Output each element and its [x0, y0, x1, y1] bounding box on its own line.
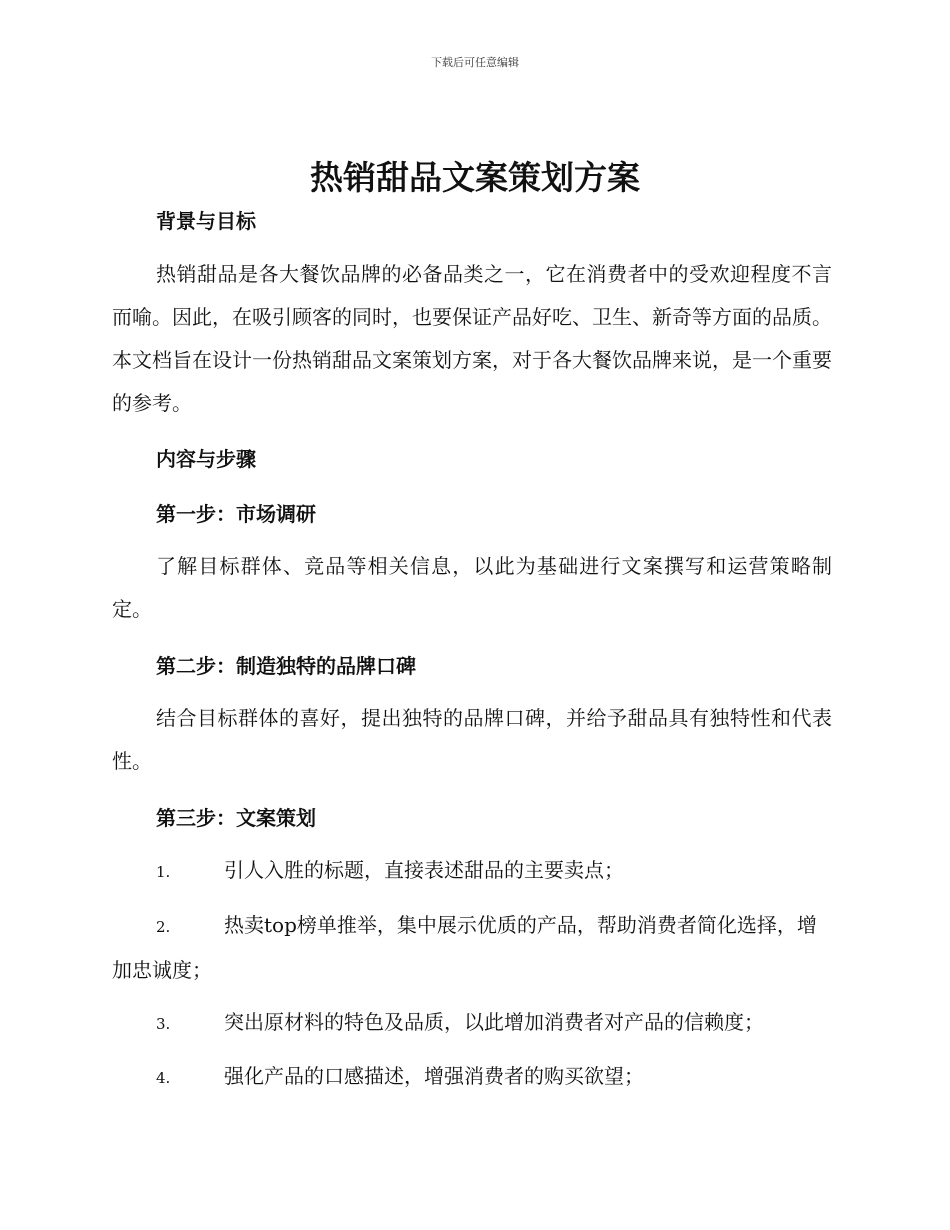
- paragraph-step2: 结合目标群体的喜好，提出独特的品牌口碑，并给予甜品具有独特性和代表性。: [112, 706, 832, 773]
- section-heading-background: 背景与目标: [156, 209, 256, 233]
- list-text: 强化产品的口感描述，增强消费者的购买欲望；: [224, 1064, 644, 1088]
- document-title: 热销甜品文案策划方案: [310, 158, 640, 197]
- list-text: 引人入胜的标题，直接表述甜品的主要卖点；: [224, 858, 624, 882]
- list-item: [112, 1055, 832, 1100]
- list-number: 3.: [156, 1015, 171, 1033]
- paragraph-background: 热销甜品是各大餐饮品牌的必备品类之一，它在消费者中的受欢迎程度不言而喻。因此，在吸引顾客的同时，也要保证产品好吃、卫生、新奇等方面的品质。本文档旨在设计一份热销甜品文案策划方案，对于各大餐饮品牌来说，是一个重要的参考。: [112, 262, 832, 415]
- header-note: 下载后可任意编辑: [431, 56, 519, 69]
- step1-heading: 第一步：市场调研: [156, 502, 316, 526]
- list-text: 热卖top榜单推举，集中展示优质的产品，帮助消费者简化选择，增加忠诚度；: [112, 913, 817, 982]
- step2-heading: 第二步：制造独特的品牌口碑: [156, 654, 416, 678]
- step3-heading: 第三步：文案策划: [156, 806, 316, 830]
- list-text: 突出原材料的特色及品质，以此增加消费者对产品的信赖度；: [224, 1010, 764, 1034]
- list-item: [112, 904, 832, 992]
- section-heading-content: 内容与步骤: [156, 447, 256, 471]
- paragraph-step1: 了解目标群体、竞品等相关信息，以此为基础进行文案撰写和运营策略制定。: [112, 554, 832, 621]
- list-number: 2.: [156, 918, 171, 936]
- list-item: [112, 1001, 832, 1046]
- list-number: 4.: [156, 1069, 171, 1087]
- list-number: 1.: [156, 863, 171, 881]
- list-item: [112, 849, 832, 894]
